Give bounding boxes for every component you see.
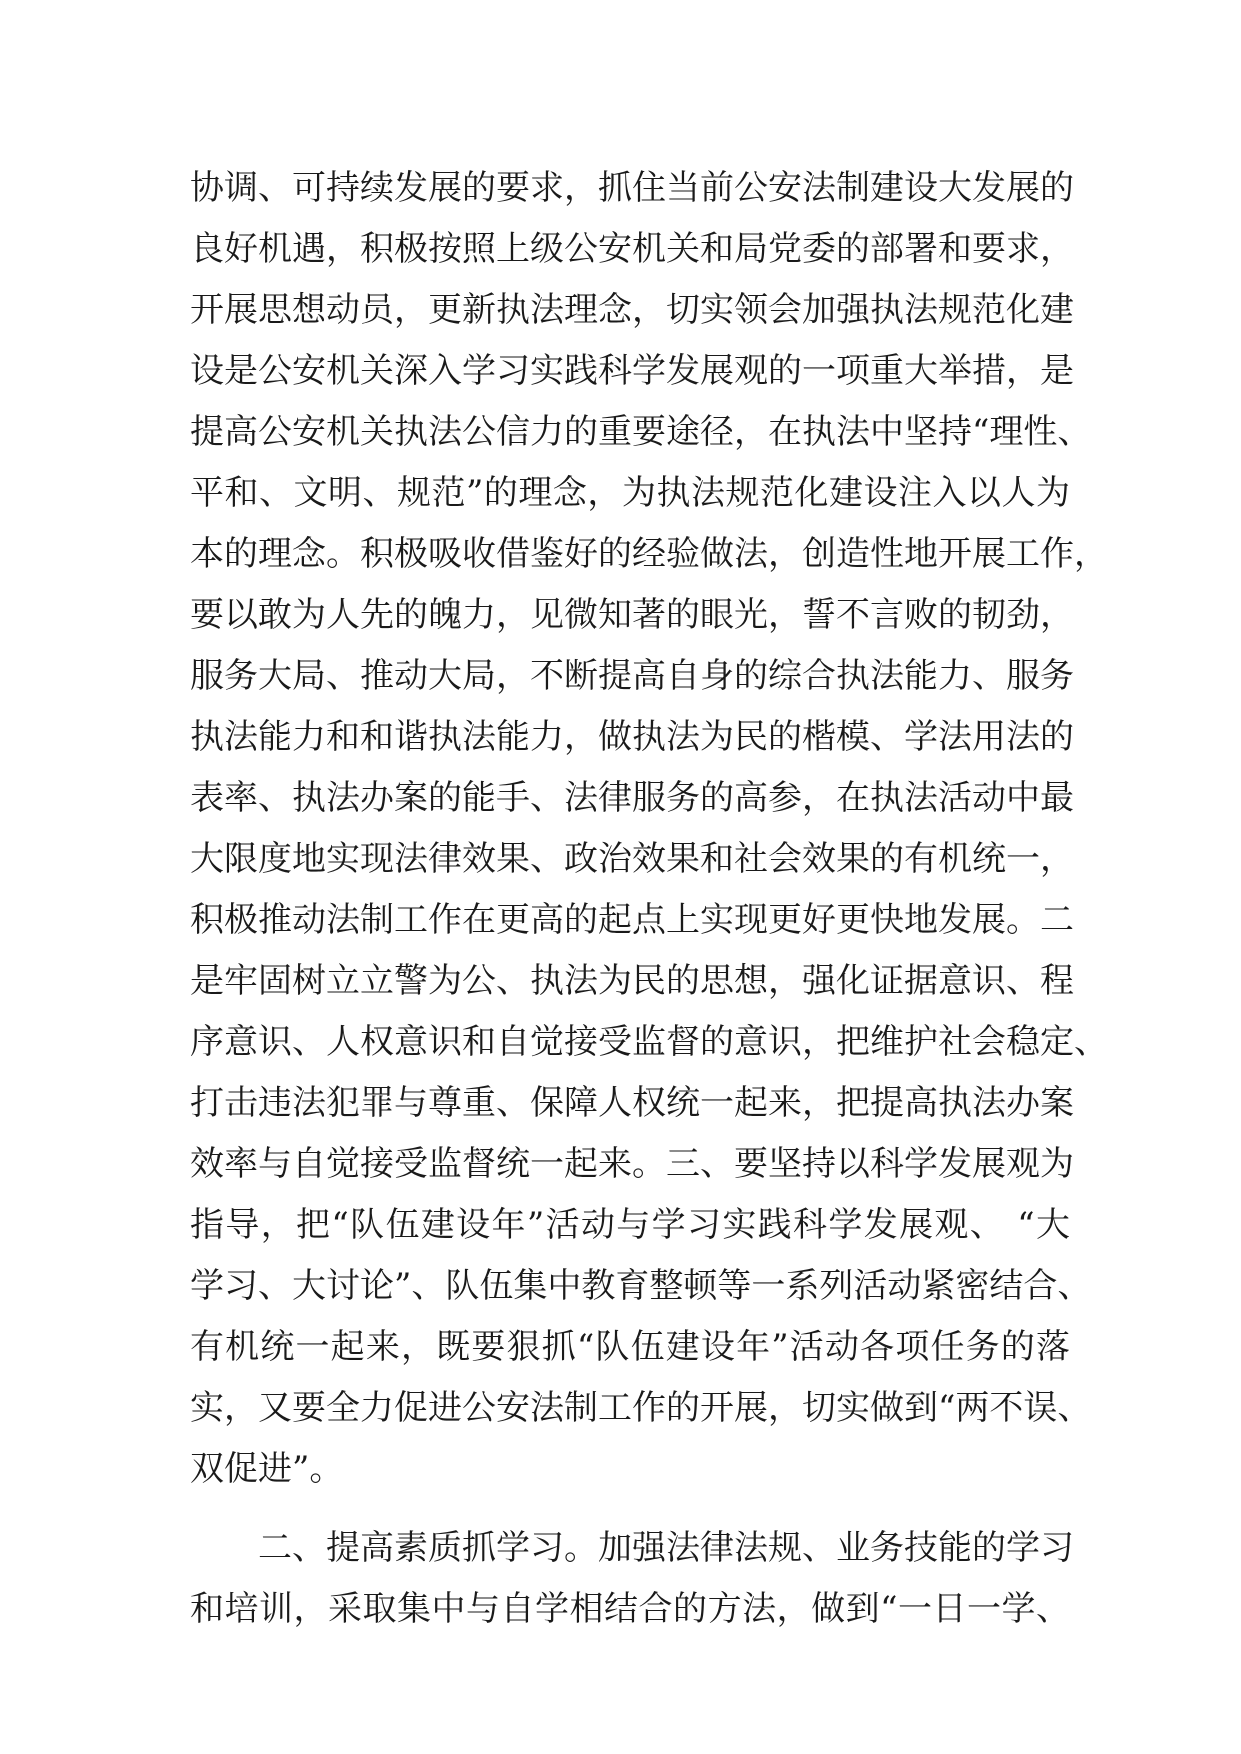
paragraph-1 [190,158,1108,1500]
text-line: 设是公安机关深入学习实践科学发展观的一项重大举措，是 [190,351,1074,391]
text-line: 表率、执法办案的能手、法律服务的高参，在执法活动中最 [190,778,1074,818]
text-line: 积极推动法制工作在更高的起点上实现更好更快地发展。二 [190,900,1074,940]
text-line: 大限度地实现法律效果、政治效果和社会效果的有机统一， [190,839,1074,879]
text-line: 有机统一起来，既要狠抓“队伍建设年”活动各项任务的落 [190,1327,1070,1367]
text-line: 序意识、人权意识和自觉接受监督的意识，把维护社会稳定、 [190,1022,1108,1062]
text-line: 是牢固树立立警为公、执法为民的思想，强化证据意识、程 [190,961,1074,1001]
text-line: 指导，把“队伍建设年”活动与学习实践科学发展观、 “大 [190,1205,1070,1245]
paragraph-spacer [190,1500,1070,1518]
text-line: 平和、文明、规范”的理念，为执法规范化建设注入以人为 [190,473,1070,513]
text-line: 良好机遇，积极按照上级公安机关和局党委的部署和要求， [190,229,1074,269]
paragraph-2 [190,1518,1074,1640]
text-line: 打击违法犯罪与尊重、保障人权统一起来，把提高执法办案 [190,1083,1074,1123]
text-line: 实，又要全力促进公安法制工作的开展，切实做到“两不误、 [190,1388,1092,1428]
text-line: 本的理念。积极吸收借鉴好的经验做法，创造性地开展工作， [190,534,1108,574]
text-line: 协调、可持续发展的要求，抓住当前公安法制建设大发展的 [190,168,1074,208]
text-line: 要以敢为人先的魄力，见微知著的眼光，誓不言败的韧劲， [190,595,1074,635]
document-body [190,158,1108,1640]
text-line: 学习、大讨论”、队伍集中教育整顿等一系列活动紧密结合、 [190,1266,1092,1306]
text-line: 二、提高素质抓学习。加强法律法规、业务技能的学习 [258,1528,1074,1568]
text-line: 提高公安机关执法公信力的重要途径，在执法中坚持“理性、 [190,412,1092,452]
text-line: 开展思想动员，更新执法理念，切实领会加强执法规范化建 [190,290,1074,330]
text-line: 和培训，采取集中与自学相结合的方法，做到“一日一学、 [190,1589,1070,1629]
text-line: 双促进”。 [190,1449,344,1489]
text-line: 服务大局、推动大局，不断提高自身的综合执法能力、服务 [190,656,1074,696]
text-line: 效率与自觉接受监督统一起来。三、要坚持以科学发展观为 [190,1144,1074,1184]
text-line: 执法能力和和谐执法能力，做执法为民的楷模、学法用法的 [190,717,1074,757]
